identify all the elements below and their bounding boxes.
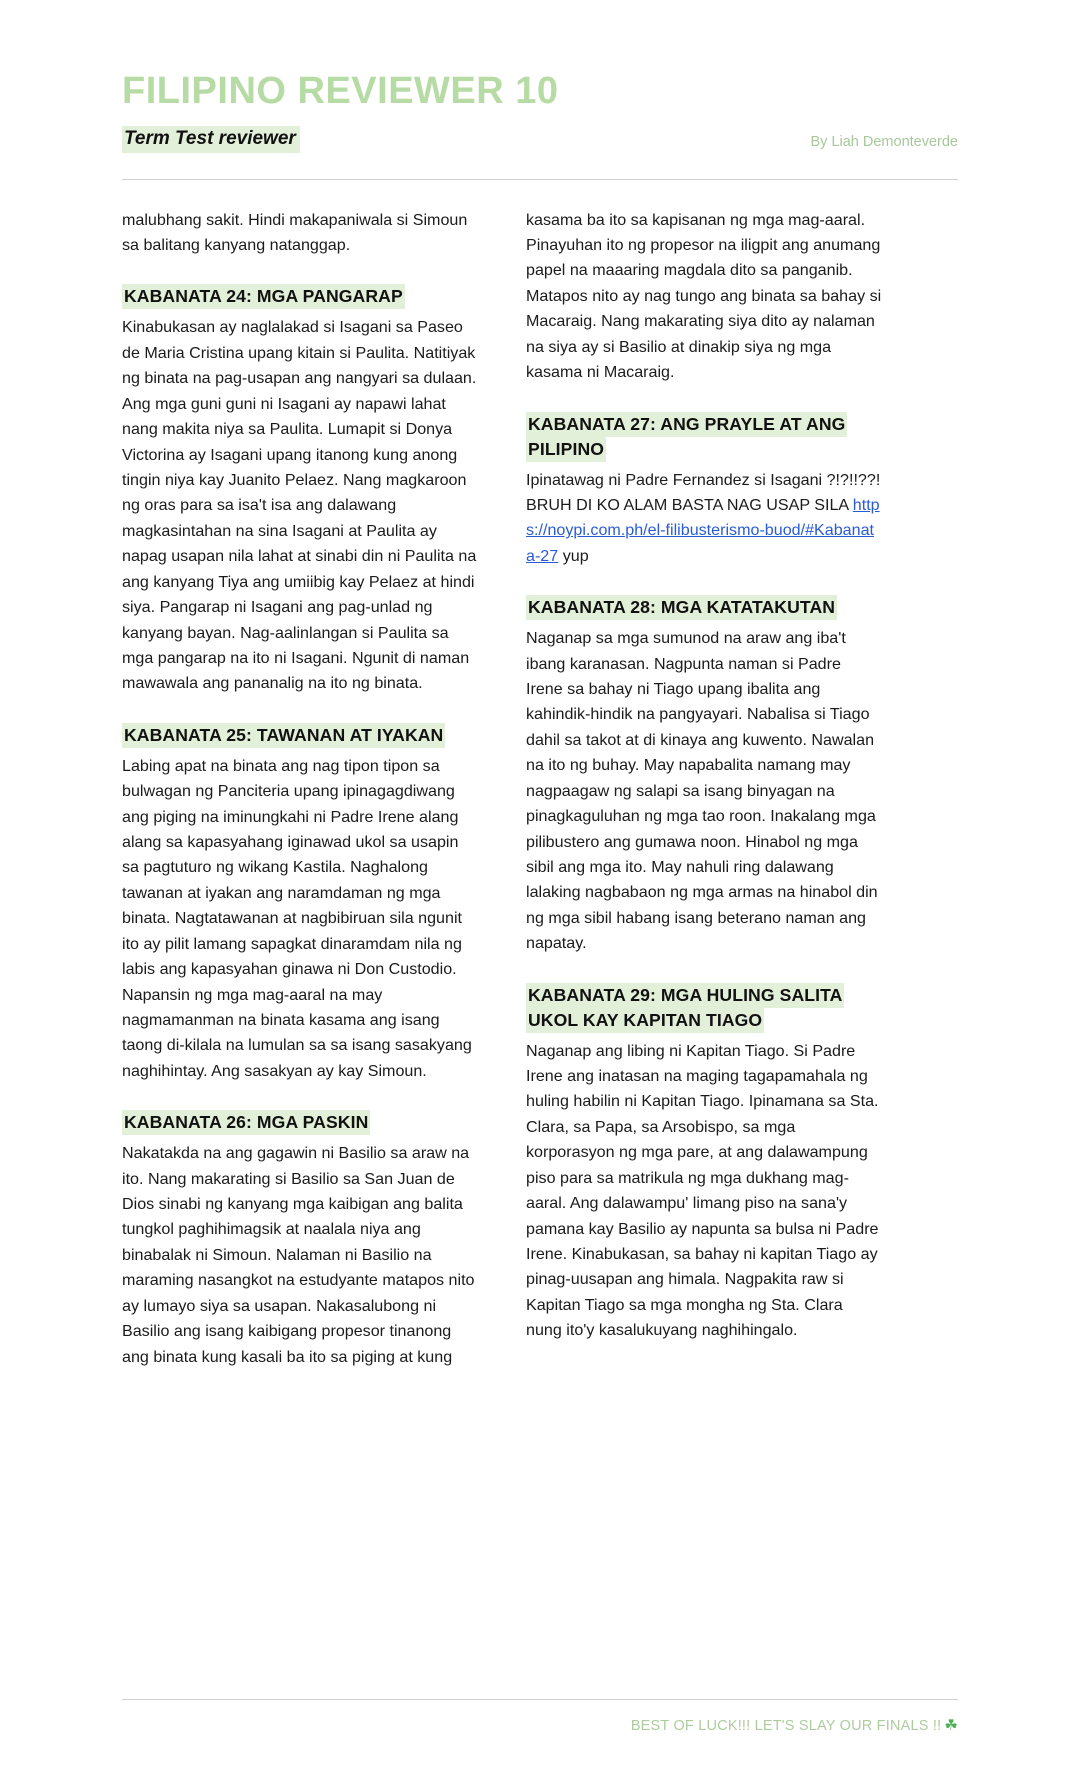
section-body-kabanata-24: Kinabukasan ay naglalakad si Isagani sa Paseo de Maria Cristina upang kitain si Paulita. Natitiyak ng binata na pag-usapan ang nangyari sa dulaan. Ang mga guni guni ni Isagani ay napawi lahat nang makita niya sa Paulita. Lumapit si Donya Victorina ay Isagani upang itanong kung anong tingin niya kay Juanito Pelaez. Nang magkaroon ng oras para sa isa't isa ang dalawang magkasintahan na sina Isagani at Paulita ay napag usapan nila lahat at sinabi din ni Paulita na ang kanyang Tiya ang umiibig kay Pelaez at hindi siya. Pangarap ni Isagani ang pag-unlad ng kanyang bayan. Nag-aalinlangan si Paulita sa mga pangarap na ito ni Isagani. Ngunit di naman mawawala ang pananalig na ito ng binata. (122, 318, 477, 693)
section-heading-kabanata-27 (526, 412, 882, 462)
section-heading-kabanata-29 (526, 983, 882, 1033)
kabanata-27-text-after-link: yup (558, 546, 589, 565)
section-body-kabanata-25: Labing apat na binata ang nag tipon tipon sa bulwagan ng Panciteria upang ipinagagdiwang ang piging na iminungkahi ni Padre Irene alang alang sa kapasyahang iginawad ukol sa usapin sa pagtuturo ng wikang Kastila. Naghalong tawanan at iyakan ang naramdaman ng mga binata. Nagtatawanan at nagbibiruan sila ngunit ito ay pilit lamang sapagkat dinaramdam nila ng labis ang kapasyahan ginawa ni Don Custodio. Napansin ng mga mag-aaral na may nagmamanman na binata kasama ang isang taong di-kilala na lumulan sa sa isang sasakyang naghihintay. Ang sasakyan ay kay Simoun. (122, 756, 472, 1080)
section-heading-kabanata-26 (122, 1110, 478, 1135)
section-heading-kabanata-28 (526, 595, 882, 620)
section-heading-kabanata-24-label: KABANATA 24: MGA PANGARAP (122, 284, 405, 309)
footer-divider (122, 1699, 958, 1700)
left-intro-paragraph: malubhang sakit. Hindi makapaniwala si Simoun sa balitang kanyang natanggap. (122, 210, 468, 255)
section-heading-kabanata-25 (122, 723, 478, 748)
page-title: FILIPINO REVIEWER 10 (122, 70, 559, 112)
right-column (526, 208, 882, 1344)
content-columns (0, 180, 1080, 1370)
section-heading-kabanata-26-label: KABANATA 26: MGA PASKIN (122, 1110, 370, 1135)
kabanata-27-text-before-link: Ipinatawag ni Padre Fernandez si Isagani ?!?!!??! BRUH DI KO ALAM BASTA NAG USAP SILA (526, 470, 881, 514)
right-intro-paragraph: kasama ba ito sa kapisanan ng mga mag-aaral. Pinayuhan ito ng propesor na iligpit ang anumang papel na maaaring magdala dito sa panganib. Matapos nito ay nag tungo ang binata sa bahay si Macaraig. Nang makarating siya dito ay nalaman na siya ay si Basilio at dinakip siya ng mga kasama ni Macaraig. (526, 210, 882, 382)
author-byline: By Liah Demonteverde (810, 133, 958, 150)
section-heading-kabanata-27-label: KABANATA 27: ANG PRAYLE AT ANG PILIPINO (526, 412, 847, 462)
section-heading-kabanata-24 (122, 284, 478, 309)
section-body-kabanata-29: Naganap ang libing ni Kapitan Tiago. Si Padre Irene ang inatasan na maging tagapamahala ng huling habilin ni Kapitan Tiago. Ipinamana sa Sta. Clara, sa Papa, sa Arsobispo, sa mga korporasyon ng mga pare, at ang dalawampung piso para sa matrikula ng mga dukhang mag-aaral. Ang dalawampu' limang piso na sana'y pamana kay Basilio ay napunta sa bulsa ni Padre Irene. Kinabukasan, sa bahay ni kapitan Tiago ay pinag-uusapan ang himala. Nagpakita raw si Kapitan Tiago sa mga mongha ng Sta. Clara nung ito'y kasalukuyang naghihingalo. (526, 1041, 879, 1340)
left-column (122, 208, 478, 1370)
document-footer (0, 1699, 1080, 1734)
section-body-kabanata-28: Naganap sa mga sumunod na araw ang iba't ibang karanasan. Nagpunta naman si Padre Irene sa bahay ni Tiago upang ibalita ang kahindik-hindik na pangyayari. Nabalisa si Tiago dahil sa takot at di kinaya ang kuwento. Nawalan na ito ng buhay. May napabalita namang may nagpaagaw ng salapi sa isang binyagan na pinagkaguluhan ng mga tao roon. Inakalang mga pilibustero ang gumawa noon. Hinabol ng mga sibil ang mga ito. May nahuli ring dalawang lalaking nagbabaon ng mga armas na hinabol din ng mga sibil habang isang beterano naman ang napatay. (526, 629, 878, 953)
document-subtitle: Term Test reviewer (122, 126, 300, 153)
section-body-kabanata-27 (526, 468, 882, 570)
el-filibusterismo-buod-link[interactable]: https://noypi.com.ph/el-filibusterismo-buod/#Kabanata-27 (526, 495, 880, 565)
clover-icon: ☘ (944, 1717, 958, 1734)
footer-message (122, 1716, 958, 1734)
section-body-kabanata-26: Nakatakda na ang gagawin ni Basilio sa araw na ito. Nang makarating si Basilio sa San Juan de Dios sinabi ng kanyang mga kaibigan ang balita tungkol paghihimagsik at naalala niya ang binabalak ni Simoun. Nalaman ni Basilio na maraming nasangkot na estudyante matapos nito ay lumayo siya sa usapan. Nakasalubong ni Basilio ang isang kaibigang propesor tinanong ang binata kung kasali ba ito sa piging at kung (122, 1144, 475, 1366)
document-header (0, 0, 1080, 153)
section-heading-kabanata-25-label: KABANATA 25: TAWANAN AT IYAKAN (122, 723, 445, 748)
section-heading-kabanata-29-label: KABANATA 29: MGA HULING SALITA UKOL KAY KAPITAN TIAGO (526, 983, 844, 1033)
subtitle-row (122, 126, 958, 153)
footer-message-label: BEST OF LUCK!!! LET'S SLAY OUR FINALS !! (630, 1718, 942, 1734)
section-heading-kabanata-28-label: KABANATA 28: MGA KATATAKUTAN (526, 595, 837, 620)
